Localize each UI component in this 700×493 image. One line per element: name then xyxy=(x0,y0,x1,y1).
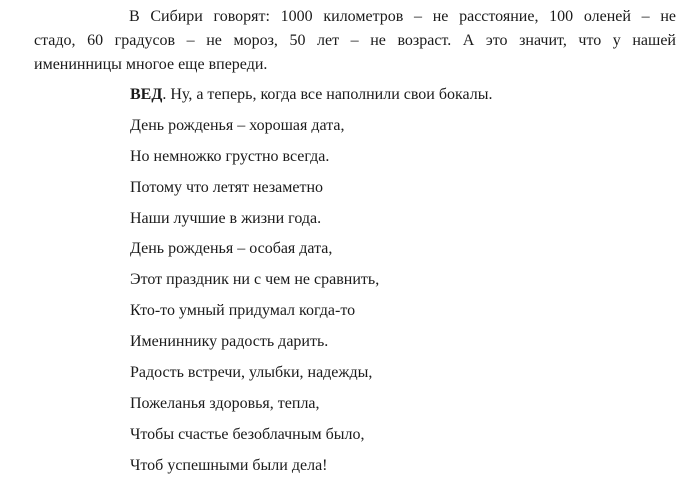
speaker-label: ВЕД xyxy=(130,86,163,103)
intro-line-1: В Сибири говорят: 1000 километров – не расстояние, 100 оленей – не xyxy=(129,8,676,25)
intro-line-3: именинницы многое еще впереди. xyxy=(34,56,268,73)
verse-line-6: Этот праздник ни с чем не сравнить, xyxy=(130,271,380,289)
verse-line-11: Чтобы счастье безоблачным было, xyxy=(130,425,365,443)
verse-line-2: Но немножко грустно всегда. xyxy=(130,147,330,165)
verse-line-9: Радость встречи, улыбки, надежды, xyxy=(130,364,373,382)
verse-line-3: Потому что летят незаметно xyxy=(130,178,324,196)
intro-line-2: стадо, 60 градусов – не мороз, 50 лет – не возраст. А это значит, что у нашей xyxy=(34,32,676,49)
verse-line-12: Чтоб успешными были дела! xyxy=(130,456,328,474)
speaker-line xyxy=(130,80,493,111)
intro-paragraph xyxy=(34,5,676,77)
verse-line-10: Пожеланья здоровья, тепла, xyxy=(130,394,320,412)
verse-line-5: День рожденья – особая дата, xyxy=(130,240,333,258)
speaker-text: . Ну, а теперь, когда все наполнили свои бокалы. xyxy=(162,86,493,103)
verse-line-1: День рожденья – хорошая дата, xyxy=(130,116,345,134)
verse-line-8: Имениннику радость дарить. xyxy=(130,333,329,351)
verse-line-7: Кто-то умный придумал когда-то xyxy=(130,302,356,320)
verse-line-4: Наши лучшие в жизни года. xyxy=(130,209,322,227)
poem-block xyxy=(130,80,493,482)
